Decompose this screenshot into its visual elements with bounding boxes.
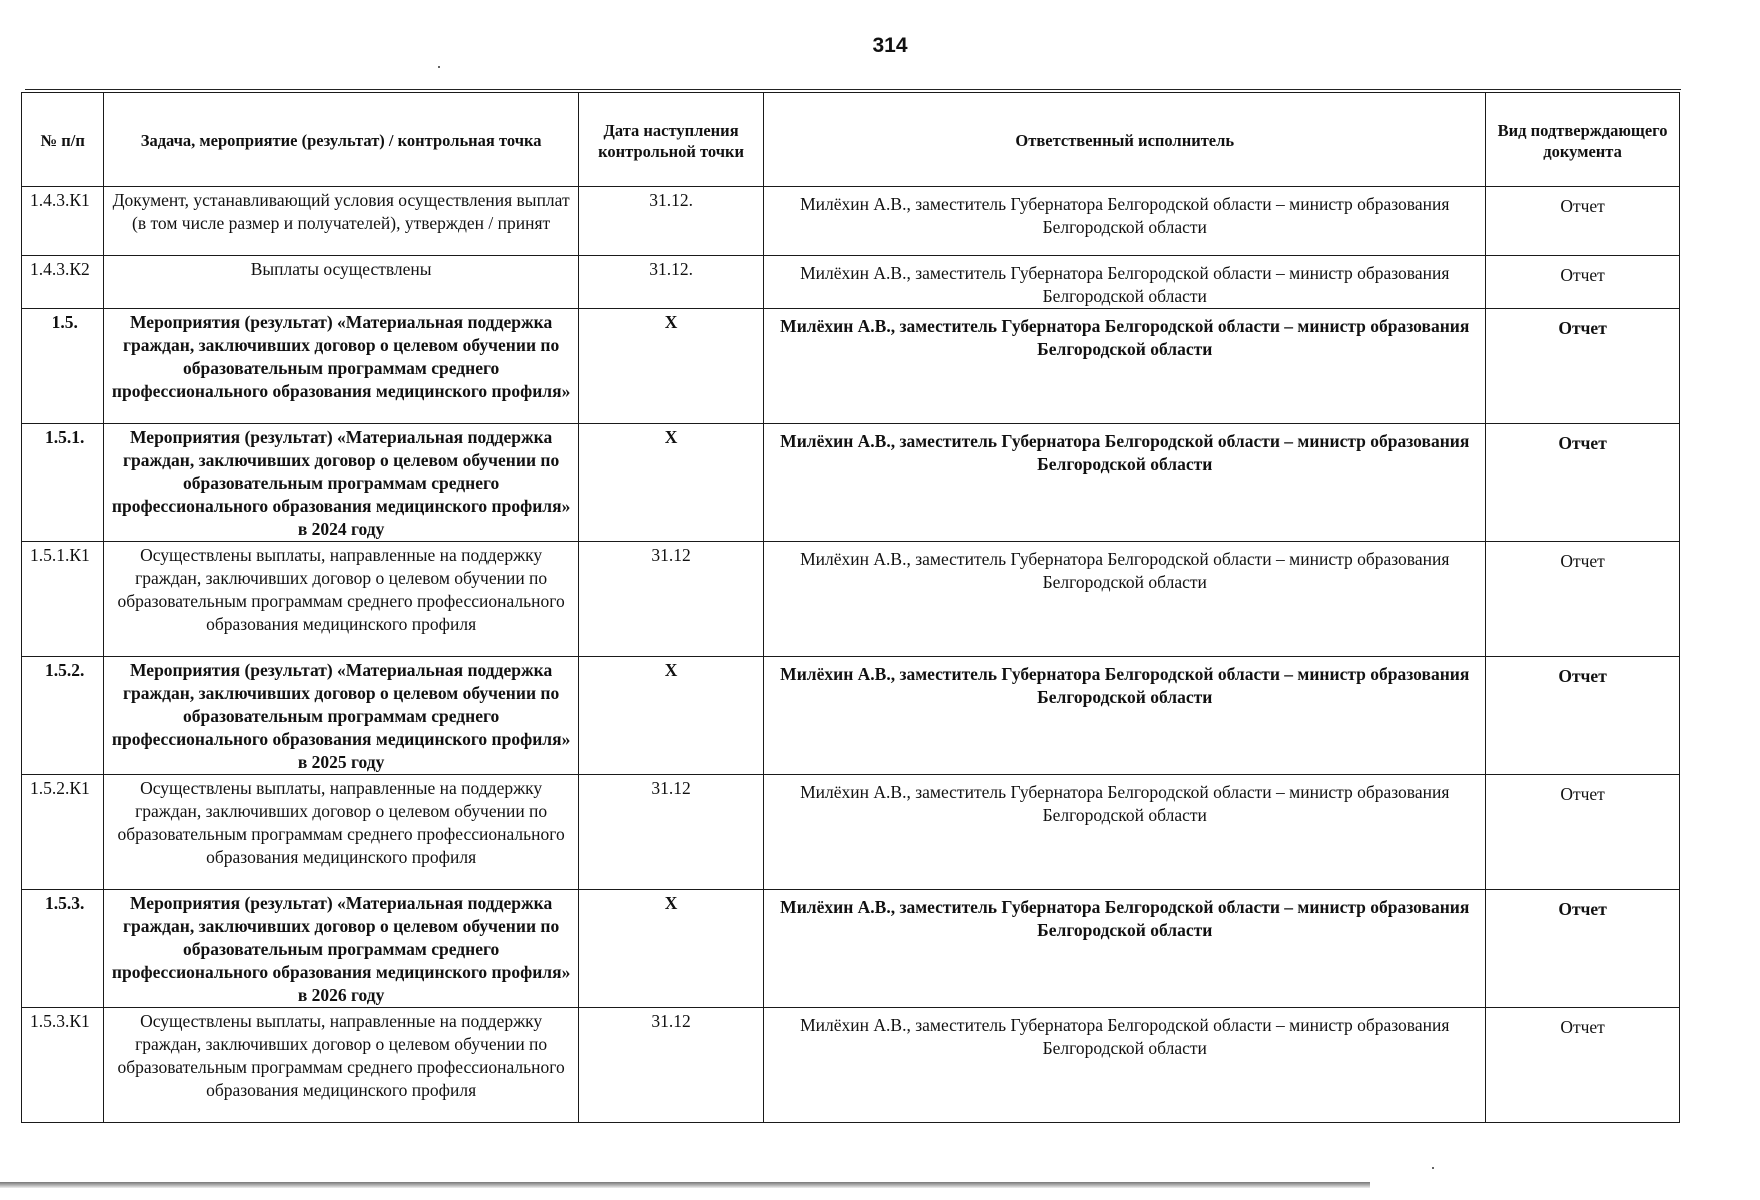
row-responsible: Милёхин А.В., заместитель Губернатора Белгородской области – министр образования Белгородской области <box>764 542 1486 657</box>
row-doc-type: Отчет <box>1486 542 1680 657</box>
row-number: 1.5. <box>22 309 104 424</box>
row-number: 1.5.2.К1 <box>22 775 104 890</box>
row-task: Мероприятия (результат) «Материальная поддержка граждан, заключивших договор о целевом обучении по образовательным программам среднего профессионального образования медицинского профиля» в 2024 году <box>104 424 578 542</box>
header-doc-type: Вид подтверждающего документа <box>1486 93 1680 187</box>
header-task: Задача, мероприятие (результат) / контрольная точка <box>104 93 578 187</box>
row-responsible: Милёхин А.В., заместитель Губернатора Белгородской области – министр образования Белгородской области <box>764 309 1486 424</box>
row-doc-type: Отчет <box>1486 187 1680 256</box>
header-rule <box>25 89 1681 90</box>
row-number: 1.5.3. <box>22 890 104 1008</box>
row-date: 31.12 <box>578 542 764 657</box>
row-date: X <box>578 309 764 424</box>
table-row <box>22 542 1680 657</box>
row-responsible: Милёхин А.В., заместитель Губернатора Белгородской области – министр образования Белгородской области <box>764 890 1486 1008</box>
row-responsible: Милёхин А.В., заместитель Губернатора Белгородской области – министр образования Белгородской области <box>764 657 1486 775</box>
header-num: № п/п <box>22 93 104 187</box>
row-doc-type: Отчет <box>1486 256 1680 309</box>
row-doc-type: Отчет <box>1486 1008 1680 1123</box>
row-doc-type: Отчет <box>1486 309 1680 424</box>
row-number: 1.5.2. <box>22 657 104 775</box>
table-row <box>22 890 1680 1008</box>
row-responsible: Милёхин А.В., заместитель Губернатора Белгородской области – министр образования Белгородской области <box>764 1008 1486 1123</box>
table-row <box>22 424 1680 542</box>
row-number: 1.5.1.К1 <box>22 542 104 657</box>
control-points-table <box>21 92 1680 1123</box>
table-row <box>22 309 1680 424</box>
row-number: 1.5.3.К1 <box>22 1008 104 1123</box>
table-header-row <box>22 93 1680 187</box>
table-row <box>22 187 1680 256</box>
row-number: 1.5.1. <box>22 424 104 542</box>
row-responsible: Милёхин А.В., заместитель Губернатора Белгородской области – министр образования Белгородской области <box>764 775 1486 890</box>
header-date: Дата наступления контрольной точки <box>578 93 764 187</box>
row-date: X <box>578 657 764 775</box>
page-number: 314 <box>872 34 908 57</box>
row-responsible: Милёхин А.В., заместитель Губернатора Белгородской области – министр образования Белгородской области <box>764 424 1486 542</box>
row-task: Выплаты осуществлены <box>104 256 578 309</box>
row-number: 1.4.3.К1 <box>22 187 104 256</box>
row-responsible: Милёхин А.В., заместитель Губернатора Белгородской области – министр образования Белгородской области <box>764 187 1486 256</box>
row-date: X <box>578 890 764 1008</box>
scan-artifact-line <box>0 1182 1370 1188</box>
row-task: Документ, устанавливающий условия осуществления выплат (в том числе размер и получателей), утвержден / принят <box>104 187 578 256</box>
header-responsible: Ответственный исполнитель <box>764 93 1486 187</box>
table-row <box>22 657 1680 775</box>
row-task: Осуществлены выплаты, направленные на поддержку граждан, заключивших договор о целевом обучении по образовательным программам среднего профессионального образования медицинского профиля <box>104 775 578 890</box>
row-doc-type: Отчет <box>1486 890 1680 1008</box>
row-task: Мероприятия (результат) «Материальная поддержка граждан, заключивших договор о целевом обучении по образовательным программам среднего профессионального образования медицинского профиля» в 2026 году <box>104 890 578 1008</box>
row-number: 1.4.3.К2 <box>22 256 104 309</box>
row-date: X <box>578 424 764 542</box>
row-date: 31.12. <box>578 256 764 309</box>
row-doc-type: Отчет <box>1486 657 1680 775</box>
scan-speck <box>438 66 440 68</box>
row-responsible: Милёхин А.В., заместитель Губернатора Белгородской области – министр образования Белгородской области <box>764 256 1486 309</box>
row-task: Мероприятия (результат) «Материальная поддержка граждан, заключивших договор о целевом обучении по образовательным программам среднего профессионального образования медицинского профиля» в 2025 году <box>104 657 578 775</box>
row-date: 31.12 <box>578 775 764 890</box>
scan-speck <box>1432 1167 1434 1169</box>
row-date: 31.12 <box>578 1008 764 1123</box>
row-task: Осуществлены выплаты, направленные на поддержку граждан, заключивших договор о целевом обучении по образовательным программам среднего профессионального образования медицинского профиля <box>104 1008 578 1123</box>
table-row <box>22 775 1680 890</box>
row-task: Осуществлены выплаты, направленные на поддержку граждан, заключивших договор о целевом обучении по образовательным программам среднего профессионального образования медицинского профиля <box>104 542 578 657</box>
row-task: Мероприятия (результат) «Материальная поддержка граждан, заключивших договор о целевом обучении по образовательным программам среднего профессионального образования медицинского профиля» <box>104 309 578 424</box>
table-row <box>22 256 1680 309</box>
row-doc-type: Отчет <box>1486 424 1680 542</box>
row-date: 31.12. <box>578 187 764 256</box>
table-row <box>22 1008 1680 1123</box>
row-doc-type: Отчет <box>1486 775 1680 890</box>
